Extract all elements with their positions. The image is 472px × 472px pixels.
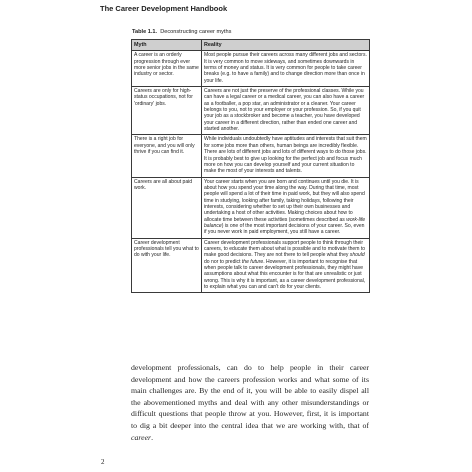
table-row <box>132 135 370 177</box>
header-reality: Reality <box>202 40 370 51</box>
page-number: 2 <box>101 458 105 466</box>
myth-cell: A career is an orderly progression through ever more senior jobs in the same industry or sector. <box>132 51 202 87</box>
body-paragraph <box>131 362 369 443</box>
reality-cell: Careers are not just the preserve of the professional classes. While you can have a legal career or a medical career, you can also have a career as a footballer, a pop star, an administrator or a cleaner. Your career belongs to you, not to your employer or your profession. So, if you quit your job as a stockbroker and become a teacher, you have developed your career in a different direction, rather than ended one career and started another. <box>202 87 370 135</box>
reality-emphasis: should <box>349 252 365 259</box>
myth-cell: Careers are only for high-status occupations, not for 'ordinary' jobs. <box>132 87 202 135</box>
reality-cell: While individuals undoubtedly have aptitudes and interests that suit them for some jobs more than others, human beings are incredibly flexible. There are lots of different jobs and lots of different ways to do those jobs. It is probably best to give up looking for the perfect job and focus much more on how you can develop yourself and your current situation to make the most of your interests and talents. <box>202 135 370 177</box>
body-text-end: . <box>151 432 154 442</box>
table-row <box>132 238 370 293</box>
reality-text: . However, it is important to recognise that when people talk to career development professionals, they might have assumptions about what this encounter is for that are unrealistic or just wrong. This is why it is important, as a career development professional, to explain what you can and can't do for your clients. <box>204 258 366 291</box>
reality-text: do nor to predict <box>204 258 242 265</box>
reality-cell: Most people pursue their careers across many different jobs and sectors. It is very common to move sideways, and sometimes downwards in terms of money and status. It is very common for people to take career breaks (e.g. to have a family) and to change direction more than once in your life. <box>202 51 370 87</box>
reality-emphasis: the future <box>241 258 264 265</box>
table-row <box>132 51 370 87</box>
header-myth: Myth <box>132 40 202 51</box>
reality-cell <box>202 238 370 293</box>
myth-cell: There is a right job for everyone, and you will only thrive if you can find it. <box>132 135 202 177</box>
table-row <box>132 87 370 135</box>
reality-cell <box>202 177 370 238</box>
table-header-row <box>132 40 370 51</box>
table-label: Table 1.1. <box>132 29 158 35</box>
reality-emphasis: work-life balance <box>204 216 366 229</box>
reality-text: Career development professionals support people to think through their careers, to educate them about what is possible and to motivate them to make good decisions. They are not there to tell people what they <box>204 239 366 259</box>
running-head: The Career Development Handbook <box>100 4 228 13</box>
table-caption <box>132 29 231 35</box>
body-emphasis: career <box>131 432 152 442</box>
table-title: Deconstructing career myths <box>160 29 232 35</box>
body-text: development professionals, can do to help people in their career development and how the careers profession works and what some of its main challenges are. By the end of it, you will be able to easily dispel all the abovementioned myths and deal with any other misunderstandings or difficult questions that people throw at you. However, first, it is important to dig a bit deeper into the central idea that we are working with, that of <box>131 363 369 430</box>
myth-cell: Career development professionals tell you what to do with your life. <box>132 238 202 293</box>
table-row <box>132 177 370 238</box>
reality-text: Your career starts when you are born and continues until you die. It is about how you spend your time along the way. During that time, most people will spend a lot of their time in paid work, but they will also spend time in studying, looking after family, taking holidays, following their interests, considering whether to set up their own businesses and undertaking a host of other activities. Making choices about how to allocate time between these activities (sometimes described as <box>204 178 365 223</box>
myths-table <box>131 39 370 293</box>
reality-text: ) is one of the most important decisions of your career. So, even if you never work in paid employment, you still have a career. <box>204 222 365 236</box>
myth-cell: Careers are all about paid work. <box>132 177 202 238</box>
